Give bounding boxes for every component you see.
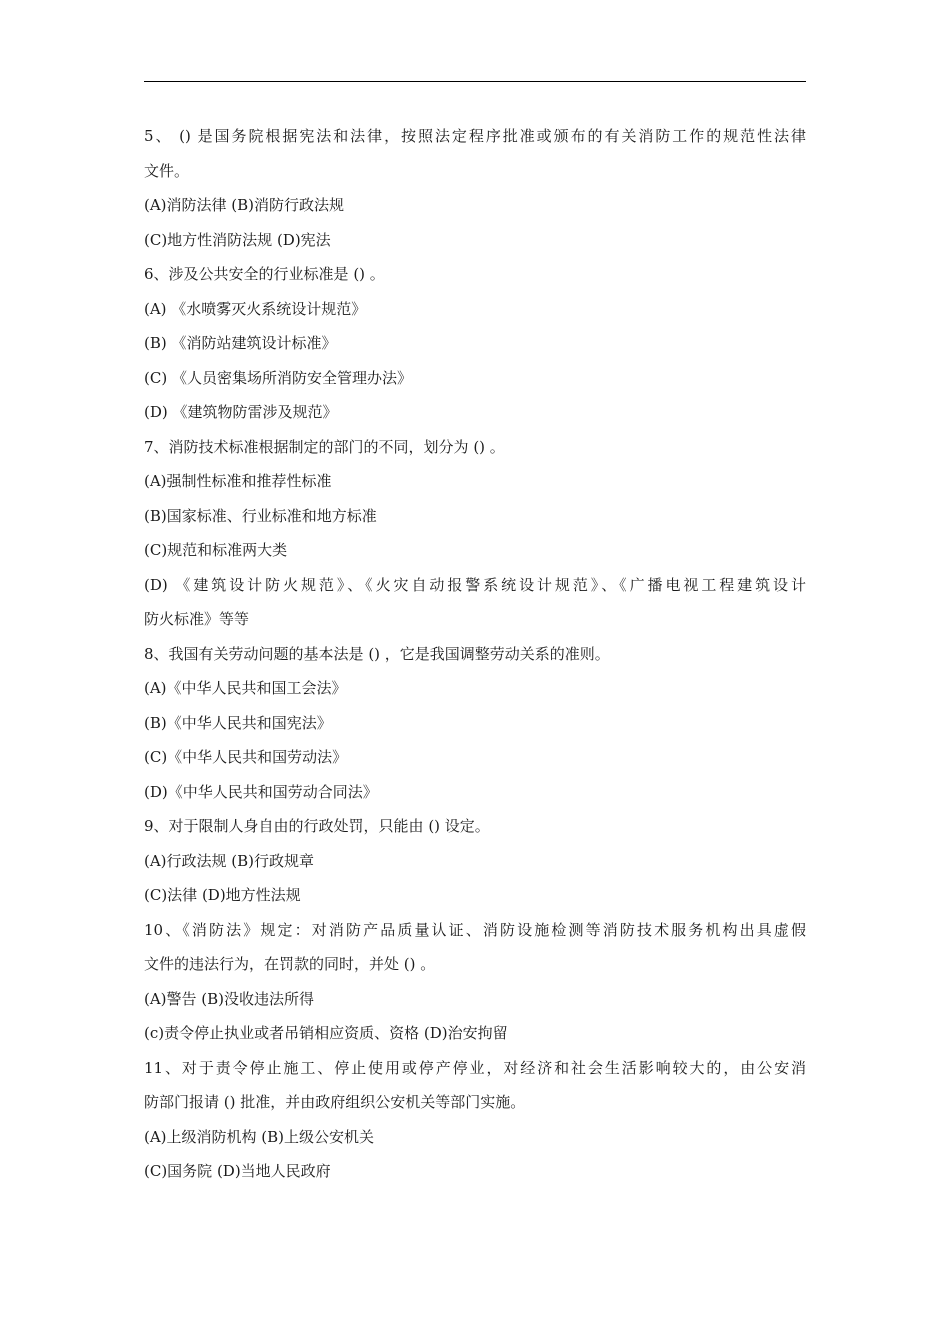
option-line: (A)强制性标准和推荐性标准 xyxy=(144,472,332,490)
option-line: (C) 《人员密集场所消防安全管理办法》 xyxy=(144,368,412,387)
question-text: 7、消防技术标准根据制定的部门的不同，划分为 () 。 xyxy=(144,437,505,456)
option-line: (C)国务院 (D)当地人民政府 xyxy=(144,1162,331,1180)
question-7 xyxy=(144,430,806,637)
question-text: 8、我国有关劳动问题的基本法是 () ，它是我国调整劳动关系的准则。 xyxy=(144,644,610,663)
option-line: (D)《中华人民共和国劳动合同法》 xyxy=(144,782,378,801)
option-line: (c)责令停止执业或者吊销相应资质、资格 (D)治安拘留 xyxy=(144,1024,508,1042)
question-text: 9、对于限制人身自由的行政处罚，只能由 () 设定。 xyxy=(144,817,490,835)
question-text: 文件的违法行为，在罚款的同时，并处 () 。 xyxy=(144,955,436,973)
option-line: (C)地方性消防法规 (D)宪法 xyxy=(144,230,331,249)
option-line: (A)消防法律 (B)消防行政法规 xyxy=(144,196,345,214)
option-line: (A)《中华人民共和国工会法》 xyxy=(144,679,347,697)
option-line: (A)上级消防机构 (B)上级公安机关 xyxy=(144,1127,375,1146)
header-rule xyxy=(144,81,806,82)
option-line: (B)《中华人民共和国宪法》 xyxy=(144,713,332,732)
question-5 xyxy=(144,119,806,257)
option-line: (A) 《水喷雾灭火系统设计规范》 xyxy=(144,299,367,318)
option-line: (D) 《建筑设计防火规范》、《火灾自动报警系统设计规范》、《广播电视工程建筑设计 xyxy=(144,575,806,594)
option-line: 防火标准》等等 xyxy=(144,610,250,628)
option-line: (B) 《消防站建筑设计标准》 xyxy=(144,334,337,352)
option-line: (A)警告 (B)没收违法所得 xyxy=(144,989,315,1008)
question-list xyxy=(144,119,806,1189)
option-line: (C)规范和标准两大类 xyxy=(144,541,288,559)
option-line: (D) 《建筑物防雷涉及规范》 xyxy=(144,403,338,421)
question-10 xyxy=(144,913,806,1051)
option-line: (C)法律 (D)地方性法规 xyxy=(144,886,301,904)
question-6 xyxy=(144,257,806,430)
question-text: 文件。 xyxy=(144,161,190,180)
question-8 xyxy=(144,637,806,810)
question-text: 6、涉及公共安全的行业标准是 () 。 xyxy=(144,265,385,283)
option-line: (A)行政法规 (B)行政规章 xyxy=(144,851,315,870)
question-9 xyxy=(144,809,806,913)
question-text: 防部门报请 () 批准，并由政府组织公安机关等部门实施。 xyxy=(144,1093,526,1111)
question-text: 5、 () 是国务院根据宪法和法律，按照法定程序批准或颁布的有关消防工作的规范性法律 xyxy=(144,127,806,145)
question-text: 10、《消防法》规定：对消防产品质量认证、消防设施检测等消防技术服务机构出具虚假 xyxy=(144,920,806,939)
question-11 xyxy=(144,1051,806,1189)
question-text: 11、对于责令停止施工、停止使用或停产停业，对经济和社会生活影响较大的，由公安消 xyxy=(144,1058,806,1077)
option-line: (B)国家标准、行业标准和地方标准 xyxy=(144,506,377,525)
option-line: (C)《中华人民共和国劳动法》 xyxy=(144,748,348,766)
